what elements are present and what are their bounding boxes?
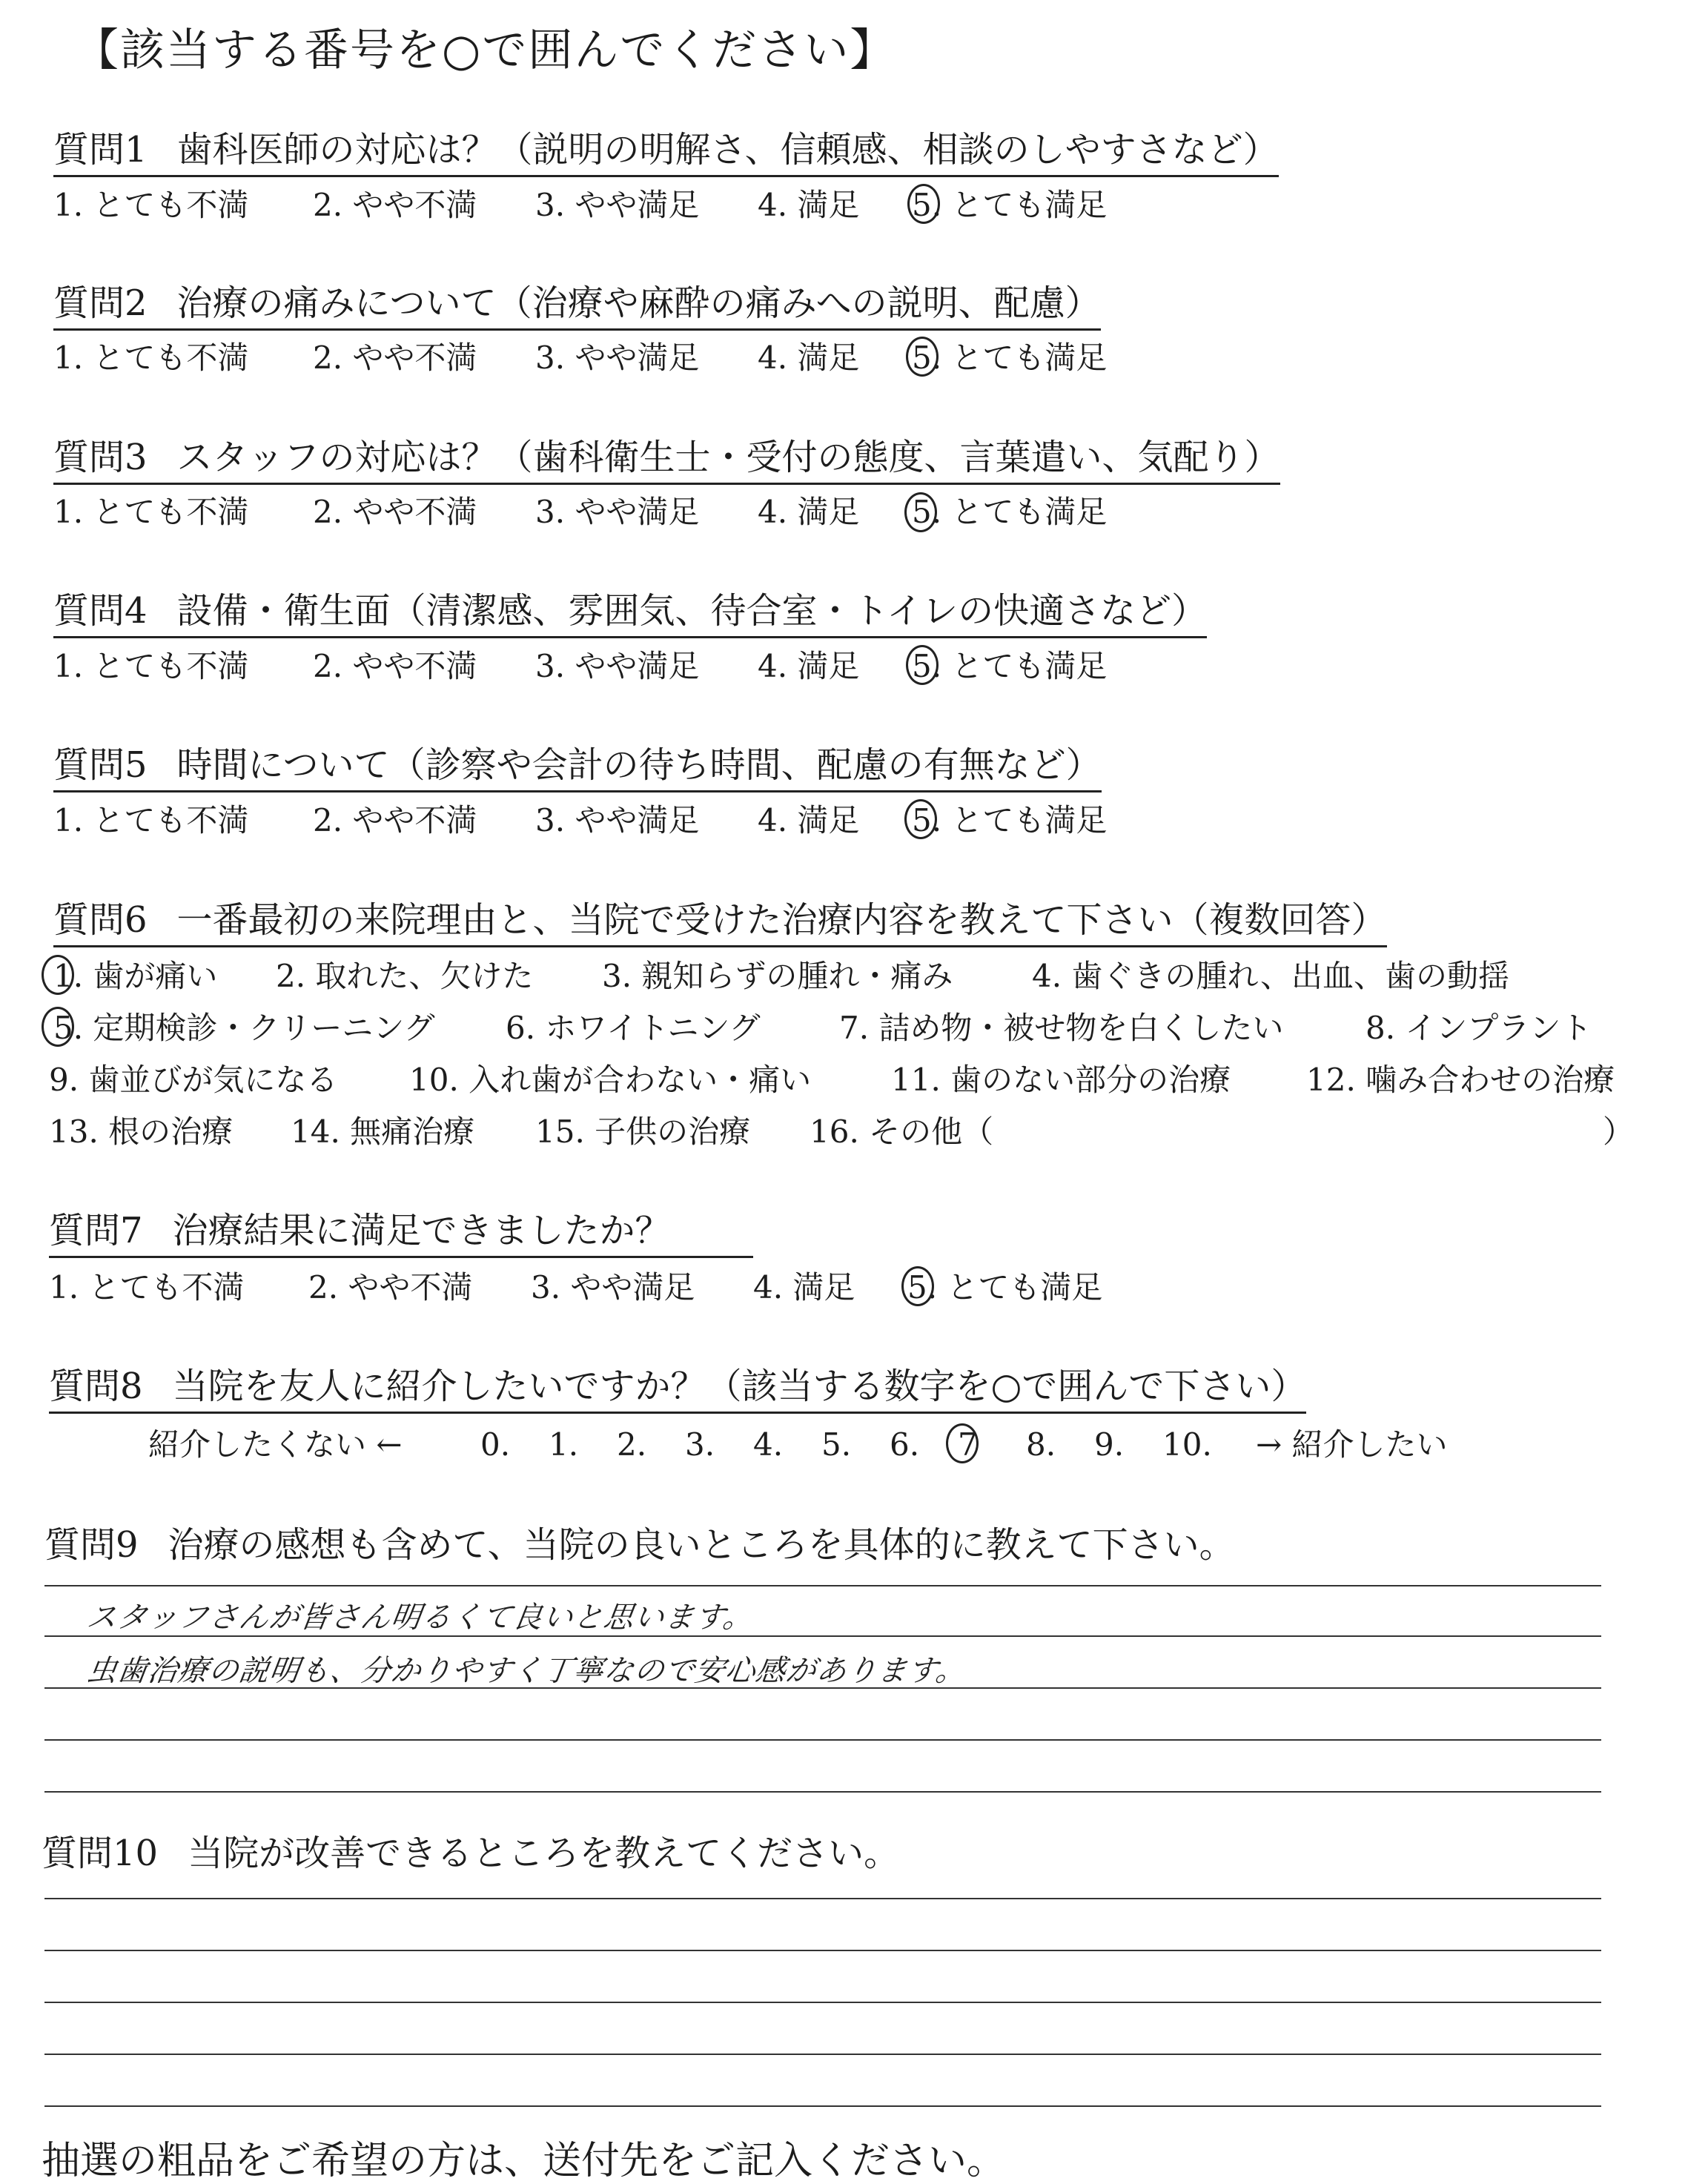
option-2[interactable]: 2. 取れた、欠けた <box>276 958 534 994</box>
option-2[interactable]: 2. やや不満 <box>308 1269 473 1306</box>
option-1[interactable]: 1. とても不満 <box>49 1269 245 1306</box>
question-text: 治療の感想も含めて、当院の良いところを具体的に教えて下さい。 <box>168 1524 1235 1566</box>
question-6-heading <box>53 899 1387 947</box>
question-text: 一番最初の来院理由と、当院で受けた治療内容を教えて下さい（複数回答） <box>176 899 1387 941</box>
option-5[interactable]: 5. とても満足 <box>907 1269 1103 1306</box>
scale-3[interactable]: 3. <box>685 1426 715 1463</box>
option-3[interactable]: 3. やや満足 <box>535 648 700 684</box>
option-3[interactable]: 3. やや満足 <box>535 802 700 838</box>
selection-circle <box>42 955 74 995</box>
question-text: 歯科医師の対応は？（説明の明解さ、信頼感、相談のしやすさなど） <box>176 129 1279 171</box>
option-1[interactable]: 1. とても不満 <box>53 802 249 838</box>
question-3-options <box>53 494 1239 534</box>
scale-1[interactable]: 1. <box>549 1426 579 1463</box>
option-13[interactable]: 13. 根の治療 <box>49 1113 234 1150</box>
option-6[interactable]: 6. ホワイトニング <box>506 1010 761 1046</box>
selection-circle <box>901 1266 934 1306</box>
option-5[interactable]: 5. とても満足 <box>912 187 1108 223</box>
option-1[interactable]: 1. とても不満 <box>53 648 249 684</box>
scale-7[interactable]: 7 <box>958 1426 978 1463</box>
question-text: 設備・衛生面（清潔感、雰囲気、待合室・トイレの快適さなど） <box>176 590 1208 632</box>
question-number: 質問2 <box>53 282 148 324</box>
option-2[interactable]: 2. やや不満 <box>313 187 477 223</box>
answer-line <box>44 1950 1601 1951</box>
option-2[interactable]: 2. やや不満 <box>313 648 477 684</box>
option-16[interactable]: 16. その他（ <box>810 1113 994 1150</box>
handwritten-answer-line-2: 虫歯治療の説明も、分かりやすく丁寧なので安心感があります。 <box>85 1654 969 1688</box>
selection-circle <box>946 1423 979 1463</box>
question-5-options <box>53 802 1239 842</box>
scale-left-label: 紹介したくない ← <box>148 1426 403 1463</box>
question-number: 質問4 <box>53 590 148 632</box>
question-text: 時間について（診察や会計の待ち時間、配慮の有無など） <box>176 744 1102 786</box>
question-text: スタッフの対応は？（歯科衛生士・受付の態度、言葉遣い、気配り） <box>176 437 1280 478</box>
question-2-heading <box>53 282 1101 331</box>
question-number: 質問10 <box>42 1833 159 1874</box>
scale-8[interactable]: 8. <box>1026 1426 1056 1463</box>
handwritten-answer-line-1: スタッフさんが皆さん明るくて良いと思います。 <box>85 1601 756 1635</box>
option-3[interactable]: 3. やや満足 <box>535 494 700 530</box>
question-4-heading <box>53 590 1208 638</box>
question-7-options <box>49 1269 1235 1309</box>
option-9[interactable]: 9. 歯並びが気になる <box>49 1062 338 1098</box>
option-2[interactable]: 2. やや不満 <box>313 802 477 838</box>
answer-line <box>44 1635 1601 1637</box>
question-number: 質問7 <box>49 1210 143 1251</box>
answer-line <box>44 2054 1601 2055</box>
selection-circle <box>907 184 940 224</box>
option-4[interactable]: 4. 満足 <box>758 187 860 223</box>
option-1[interactable]: 1. とても不満 <box>53 187 249 223</box>
option-1[interactable]: 1. 歯が痛い <box>53 958 218 994</box>
selection-circle <box>42 1007 74 1047</box>
question-text: 当院が改善できるところを教えてください。 <box>188 1833 900 1874</box>
option-5[interactable]: 5. とても満足 <box>912 340 1108 376</box>
option-5[interactable]: 5. 定期検診・クリーニング <box>53 1010 435 1046</box>
answer-line <box>44 2105 1601 2107</box>
question-1-heading <box>53 129 1279 177</box>
option-4[interactable]: 4. 満足 <box>753 1269 855 1306</box>
option-8[interactable]: 8. インプラント <box>1366 1010 1592 1046</box>
question-number: 質問8 <box>49 1366 143 1407</box>
option-2[interactable]: 2. やや不満 <box>313 494 477 530</box>
question-text: 当院を友人に紹介したいですか？（該当する数字を○で囲んで下さい） <box>172 1366 1307 1407</box>
option-3[interactable]: 3. やや満足 <box>535 340 700 376</box>
option-4[interactable]: 4. 満足 <box>758 494 860 530</box>
question-text: 治療結果に満足できましたか？ <box>172 1210 671 1251</box>
selection-circle <box>904 799 937 839</box>
scale-6[interactable]: 6. <box>890 1426 920 1463</box>
question-9-heading <box>44 1524 1235 1566</box>
scale-right-label: → 紹介したい <box>1256 1426 1448 1463</box>
question-1-options <box>53 187 1239 227</box>
selection-circle <box>906 337 939 377</box>
option-2[interactable]: 2. やや不満 <box>313 340 477 376</box>
question-8-scale <box>148 1426 1520 1466</box>
option-7[interactable]: 7. 詰め物・被せ物を白くしたい <box>839 1010 1284 1046</box>
option-5[interactable]: 5. とても満足 <box>912 802 1108 838</box>
question-number: 質問9 <box>44 1524 139 1566</box>
question-number: 質問6 <box>53 899 148 941</box>
question-2-options <box>53 340 1239 380</box>
scale-10[interactable]: 10. <box>1162 1426 1212 1463</box>
option-1[interactable]: 1. とても不満 <box>53 340 249 376</box>
option-15[interactable]: 15. 子供の治療 <box>535 1113 751 1150</box>
option-4[interactable]: 4. 満足 <box>758 648 860 684</box>
option-5[interactable]: 5. とても満足 <box>912 648 1108 684</box>
scale-2[interactable]: 2. <box>617 1426 647 1463</box>
question-10-heading <box>42 1833 900 1874</box>
page-title: 【該当する番号を○で囲んでください】 <box>74 24 896 76</box>
question-3-heading <box>53 437 1280 485</box>
scale-9[interactable]: 9. <box>1094 1426 1125 1463</box>
option-10[interactable]: 10. 入れ歯が合わない・痛い <box>409 1062 812 1098</box>
option-3[interactable]: 3. やや満足 <box>531 1269 695 1306</box>
question-7-heading <box>49 1210 753 1258</box>
answer-line <box>44 2002 1601 2003</box>
other-close-paren: ） <box>1603 1113 1635 1150</box>
option-12[interactable]: 12. 噛み合わせの治療 <box>1306 1062 1615 1098</box>
option-3[interactable]: 3. 親知らずの腫れ・痛み <box>602 958 953 994</box>
scale-4[interactable]: 4. <box>753 1426 784 1463</box>
option-5[interactable]: 5. とても満足 <box>912 494 1108 530</box>
option-11[interactable]: 11. 歯のない部分の治療 <box>891 1062 1231 1098</box>
selection-circle <box>906 645 939 685</box>
question-4-options <box>53 648 1239 688</box>
answer-line <box>44 1898 1601 1899</box>
option-4[interactable]: 4. 歯ぐきの腫れ、出血、歯の動揺 <box>1032 958 1509 994</box>
answer-line <box>44 1739 1601 1741</box>
question-number: 質問5 <box>53 744 148 786</box>
question-number: 質問1 <box>53 129 148 171</box>
question-number: 質問3 <box>53 437 148 478</box>
answer-line <box>44 1791 1601 1793</box>
scale-5[interactable]: 5. <box>821 1426 852 1463</box>
question-text: 治療の痛みについて（治療や麻酔の痛みへの説明、配慮） <box>176 282 1101 324</box>
footer-note-cut-off: 抽選の粗品をご希望の方は、送付先をご記入ください。 <box>42 2139 1006 2183</box>
question-8-heading <box>49 1366 1307 1414</box>
option-14[interactable]: 14. 無痛治療 <box>291 1113 475 1150</box>
option-4[interactable]: 4. 満足 <box>758 802 860 838</box>
scale-0[interactable]: 0. <box>480 1426 511 1463</box>
answer-line <box>44 1585 1601 1586</box>
option-4[interactable]: 4. 満足 <box>758 340 860 376</box>
question-5-heading <box>53 744 1102 792</box>
option-3[interactable]: 3. やや満足 <box>535 187 700 223</box>
question-6-options <box>42 958 1658 1183</box>
selection-circle <box>904 492 937 532</box>
answer-line <box>44 1687 1601 1689</box>
option-1[interactable]: 1. とても不満 <box>53 494 249 530</box>
